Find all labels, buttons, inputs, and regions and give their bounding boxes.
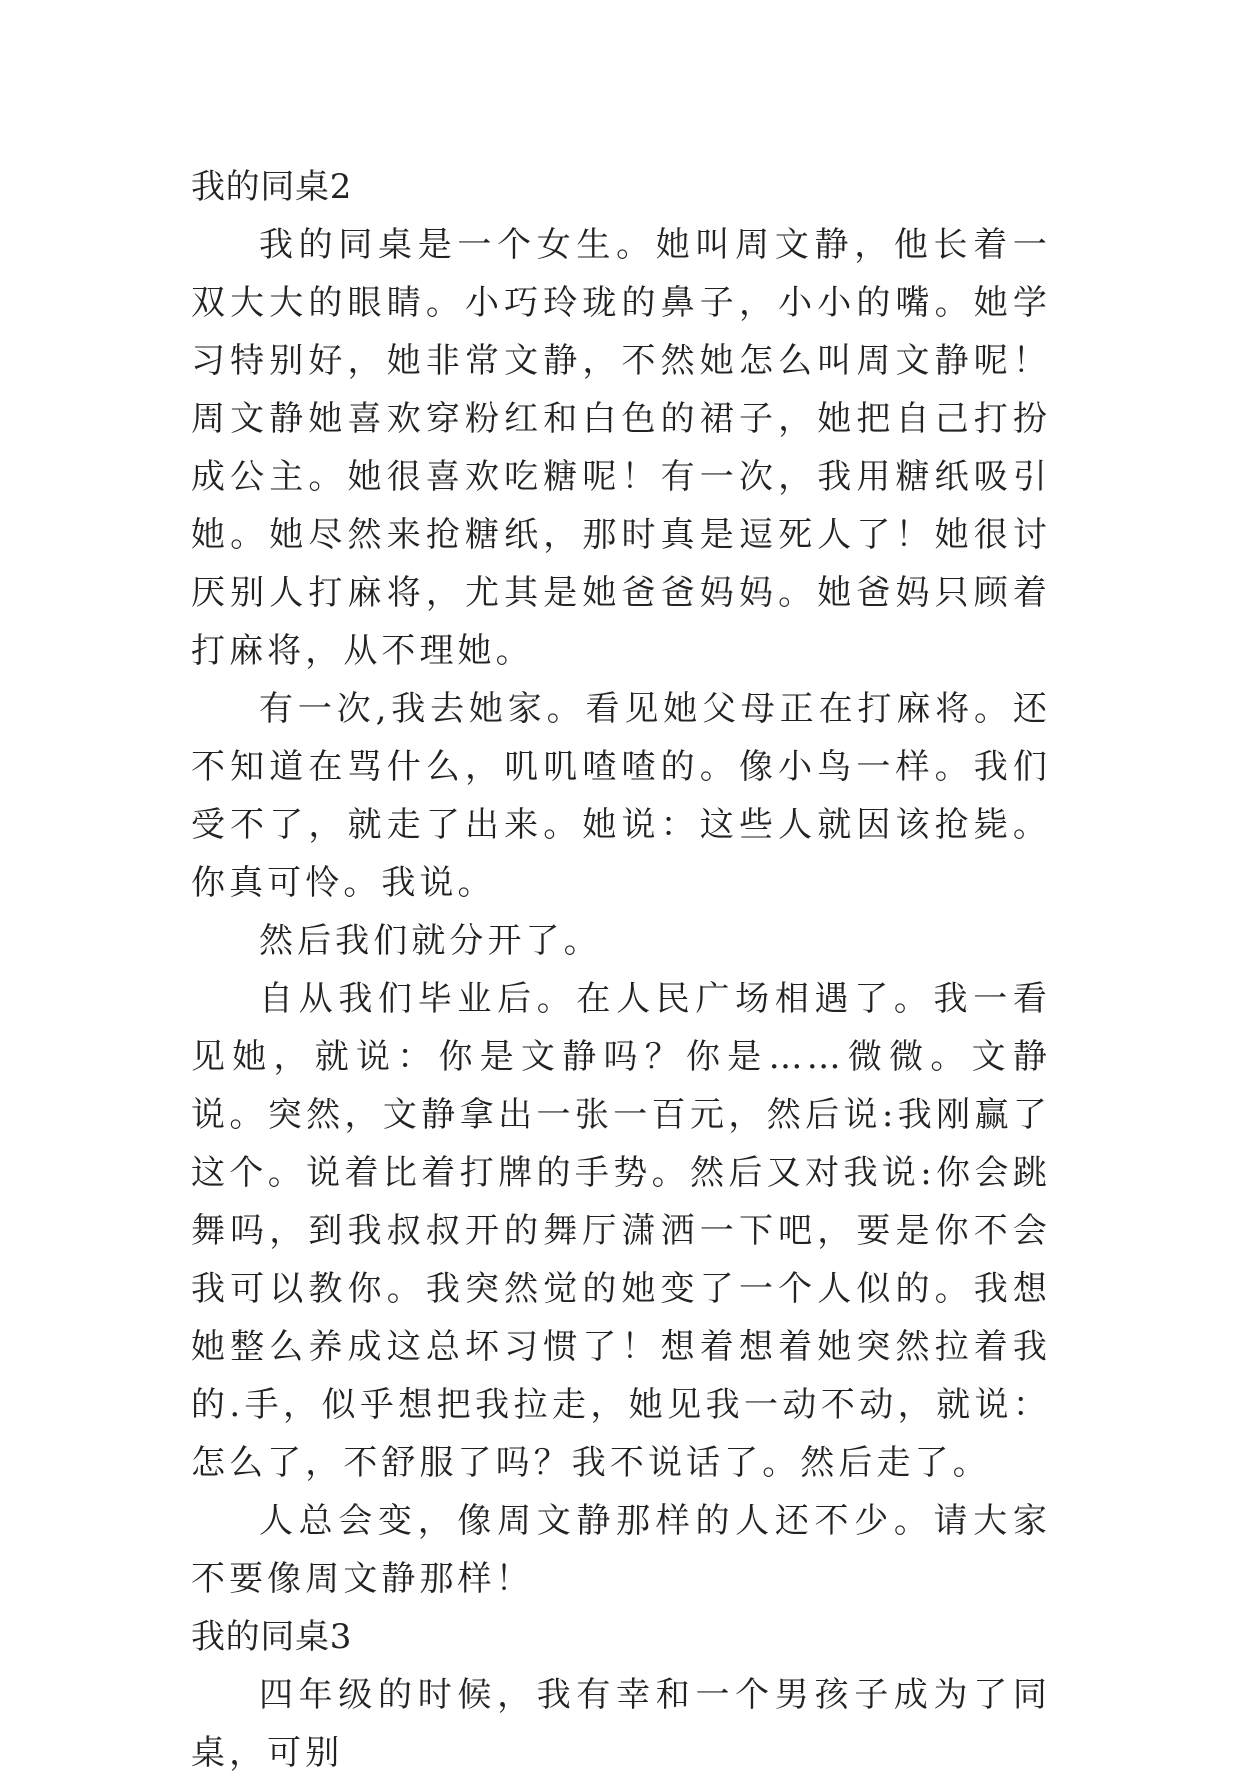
paragraph: 然后我们就分开了。 [259,921,602,961]
section-title: 我的同桌3 [191,1617,353,1657]
section-title: 我的同桌2 [191,167,353,207]
paragraph: 我的同桌是一个女生。她叫周文静，他长着一双大大的眼睛。小巧玲珑的鼻子，小小的嘴。她学习特别好，她非常文静，不然她怎么叫周文静呢！周文静她喜欢穿粉红和白色的裙子，她把自己打扮成公主。她很喜欢吃糖呢！有一次，我用糖纸吸引她。她尽然来抢糖纸，那时真是逗死人了！她很讨厌别人打麻将，尤其是她爸爸妈妈。她爸妈只顾着打麻将，从不理她。 [191,225,1051,671]
paragraph: 有一次,我去她家。看见她父母正在打麻将。还不知道在骂什么，叽叽喳喳的。像小鸟一样。我们受不了，就走了出来。她说：这些人就因该抢毙。你真可怜。我说。 [191,689,1051,903]
paragraph: 自从我们毕业后。在人民广场相遇了。我一看见她，就说：你是文静吗？你是……微微。文静说。突然，文静拿出一张一百元，然后说:我刚赢了这个。说着比着打牌的手势。然后又对我说:你会跳舞吗，到我叔叔开的舞厅潇洒一下吧，要是你不会我可以教你。我突然觉的她变了一个人似的。我想她整么养成这总坏习惯了！想着想着她突然拉着我的.手，似乎想把我拉走，她见我一动不动，就说：怎么了，不舒服了吗？我不说话了。然后走了。 [191,979,1051,1483]
document-page [191,158,1051,1782]
paragraph: 四年级的时候，我有幸和一个男孩子成为了同桌，可别 [191,1675,1051,1773]
paragraph: 人总会变，像周文静那样的人还不少。请大家不要像周文静那样！ [191,1501,1051,1599]
